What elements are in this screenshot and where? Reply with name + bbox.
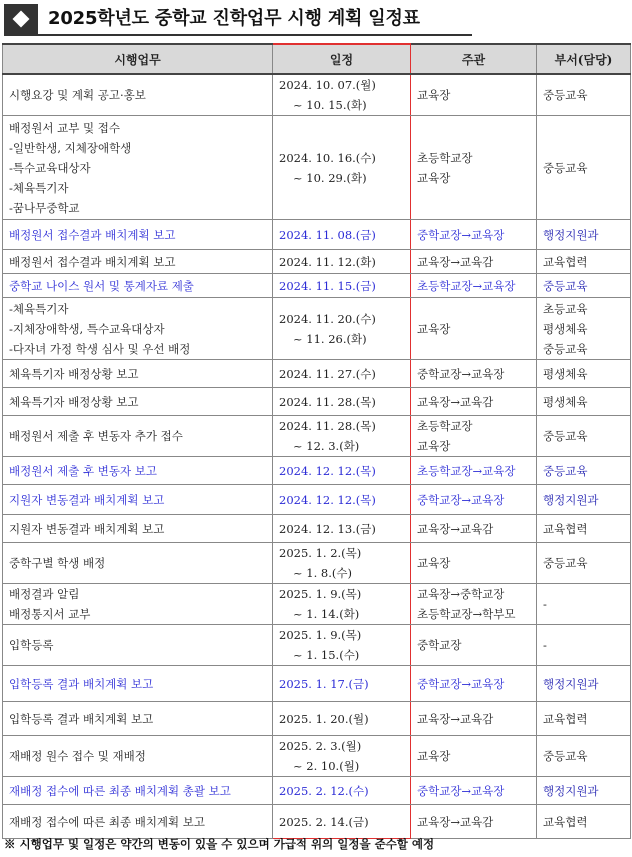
task-cell (3, 250, 273, 274)
table-row (3, 485, 631, 515)
task-cell (3, 274, 273, 298)
org-cell-line: 중학교장→교육장 (417, 492, 505, 507)
dept-cell (537, 515, 631, 543)
task-cell-line: 배정원서 교부 및 접수 (9, 120, 120, 135)
org-cell-line: 교육장 (417, 321, 451, 336)
table-row (3, 666, 631, 702)
date-cell-line: 2025. 1. 17.(금) (279, 676, 369, 691)
date-cell-line: 2024. 11. 20.(수) (279, 311, 376, 326)
dept-cell (537, 298, 631, 360)
schedule-body (3, 74, 631, 839)
dept-cell (537, 625, 631, 666)
org-cell-line: 교육장 (417, 749, 451, 763)
dept-cell (537, 74, 631, 116)
date-cell-line: 2024. 12. 12.(목) (279, 492, 376, 507)
org-cell (411, 74, 537, 116)
dept-cell-line: 중등교육 (543, 160, 588, 175)
task-cell (3, 298, 273, 360)
org-cell-line: 교육장 (417, 170, 451, 185)
table-row (3, 220, 631, 250)
date-cell (273, 736, 411, 777)
task-cell-line: 지원자 변동결과 배치계획 보고 (9, 492, 165, 507)
org-cell (411, 220, 537, 250)
task-cell (3, 74, 273, 116)
date-cell-line: ~ 1. 14.(화) (293, 607, 360, 621)
task-cell-line: 배정통지서 교부 (9, 607, 91, 621)
dept-cell-line: 교육협력 (543, 254, 588, 269)
org-cell (411, 416, 537, 457)
dept-cell-line: 행정지원과 (543, 227, 599, 242)
org-cell-line: 중학교장 (417, 638, 462, 652)
org-cell (411, 736, 537, 777)
task-cell (3, 805, 273, 839)
dept-cell (537, 666, 631, 702)
org-cell (411, 515, 537, 543)
title-diamond-icon (4, 4, 38, 34)
table-row (3, 805, 631, 839)
title-bar (4, 4, 472, 36)
table-header-row (3, 44, 631, 74)
task-cell (3, 485, 273, 515)
org-cell-line: 교육장→교육감 (417, 394, 494, 409)
dept-cell (537, 805, 631, 839)
date-cell-line: 2025. 2. 12.(수) (279, 783, 369, 798)
task-cell-line: 시행요강 및 계획 공고·홍보 (9, 88, 146, 102)
org-cell-line: 교육장 (417, 556, 451, 570)
task-cell-line: 중학구별 학생 배정 (9, 556, 106, 570)
task-cell (3, 584, 273, 625)
table-row (3, 777, 631, 805)
org-cell-line: 중학교장→교육장 (417, 366, 505, 381)
dept-cell-line: 초등교육 (543, 301, 588, 316)
date-cell (273, 515, 411, 543)
dept-cell (537, 388, 631, 416)
org-cell-line: 중학교장→교육장 (417, 783, 505, 798)
date-cell-line: ~ 11. 26.(화) (293, 331, 367, 346)
task-cell-line: -지체장애학생, 특수교육대상자 (9, 321, 165, 336)
date-cell (273, 116, 411, 220)
dept-cell (537, 457, 631, 485)
date-cell (273, 625, 411, 666)
table-row (3, 584, 631, 625)
table-row (3, 625, 631, 666)
task-cell-line: 배정원서 접수결과 배치계획 보고 (9, 227, 176, 242)
dept-cell-line: 행정지원과 (543, 492, 599, 507)
date-cell-line: ~ 1. 8.(수) (293, 566, 352, 580)
task-cell-line: -다자녀 가정 학생 심사 및 우선 배정 (9, 341, 191, 356)
date-cell-line: 2024. 11. 27.(수) (279, 366, 376, 381)
task-cell-line: -체육특기자 (9, 301, 69, 316)
table-row (3, 388, 631, 416)
task-cell-line: 체육특기자 배정상황 보고 (9, 366, 139, 381)
date-cell-line: 2025. 1. 9.(목) (279, 587, 362, 601)
header-task: 시행업무 (3, 44, 273, 74)
footnote: ※ 시행업무 및 일정은 약간의 변동이 있을 수 있으며 가급적 위의 일정을 준수할 예정 (4, 837, 435, 851)
dept-cell (537, 116, 631, 220)
dept-cell (537, 220, 631, 250)
dept-cell-line: 중등교육 (543, 749, 588, 763)
table-row (3, 298, 631, 360)
dept-cell-line: 중등교육 (543, 88, 588, 102)
task-cell (3, 543, 273, 584)
task-cell-line: -특수교육대상자 (9, 160, 91, 175)
task-cell (3, 116, 273, 220)
dept-cell (537, 485, 631, 515)
org-cell (411, 666, 537, 702)
dept-cell-line: 중등교육 (543, 556, 588, 570)
schedule-table (2, 43, 631, 839)
dept-cell (537, 777, 631, 805)
task-cell-line: 배정원서 접수결과 배치계획 보고 (9, 254, 176, 269)
dept-cell-line: 행정지원과 (543, 676, 599, 691)
dept-cell-line: 평생체육 (543, 321, 588, 336)
org-cell-line: 초등학교장→교육장 (417, 278, 516, 293)
org-cell-line: 중학교장→교육장 (417, 676, 505, 691)
task-cell-line: 재배정 접수에 따른 최종 배치계획 보고 (9, 814, 206, 829)
date-cell (273, 388, 411, 416)
org-cell-line: 초등학교장 (417, 419, 473, 433)
org-cell-line: 중학교장→교육장 (417, 227, 505, 242)
date-cell-line: 2025. 1. 20.(월) (279, 711, 369, 726)
task-cell-line: 체육특기자 배정상황 보고 (9, 394, 139, 409)
date-cell-line: 2024. 11. 08.(금) (279, 227, 376, 242)
task-cell (3, 457, 273, 485)
date-cell (273, 702, 411, 736)
task-cell-line: 입학등록 결과 배치계획 보고 (9, 711, 154, 726)
org-cell-line: 교육장 (417, 439, 451, 453)
date-cell-line: 2025. 1. 9.(목) (279, 628, 362, 642)
dept-cell-line: 평생체육 (543, 394, 588, 409)
dept-cell (537, 250, 631, 274)
org-cell-line: 교육장→교육감 (417, 814, 494, 829)
date-cell (273, 805, 411, 839)
table-row (3, 74, 631, 116)
org-cell-line: 교육장→교육감 (417, 711, 494, 726)
date-cell-line: 2024. 11. 28.(목) (279, 419, 376, 433)
date-cell-line: ~ 12. 3.(화) (293, 439, 360, 453)
org-cell (411, 388, 537, 416)
task-cell (3, 736, 273, 777)
org-cell-line: 초등학교장→학부모 (417, 607, 516, 621)
table-row (3, 543, 631, 584)
org-cell (411, 543, 537, 584)
task-cell-line: 배정원서 제출 후 변동자 추가 접수 (9, 429, 183, 443)
task-cell-line: 배정결과 알림 (9, 587, 80, 601)
dept-cell (537, 702, 631, 736)
org-cell (411, 702, 537, 736)
task-cell-line: 중학교 나이스 원서 및 통계자료 제출 (9, 278, 194, 293)
dept-cell (537, 360, 631, 388)
task-cell-line: 재배정 접수에 따른 최종 배치계획 총괄 보고 (9, 783, 231, 798)
date-cell-line: 2024. 10. 16.(수) (279, 150, 376, 165)
dept-cell (537, 416, 631, 457)
date-cell (273, 416, 411, 457)
org-cell (411, 584, 537, 625)
page-title: 2025학년도 중학교 진학업무 시행 계획 일정표 (48, 8, 420, 29)
dept-cell-line: 교육협력 (543, 814, 588, 829)
org-cell-line: 교육장→교육감 (417, 254, 494, 269)
dept-cell-line: - (543, 597, 547, 611)
task-cell-line: 재배정 원수 접수 및 재배정 (9, 749, 146, 763)
org-cell (411, 116, 537, 220)
date-cell-line: 2024. 11. 15.(금) (279, 278, 376, 293)
org-cell (411, 360, 537, 388)
task-cell-line: -꿈나무중학교 (9, 200, 80, 215)
task-cell (3, 625, 273, 666)
header-date: 일정 (273, 44, 411, 74)
task-cell (3, 220, 273, 250)
table-row (3, 736, 631, 777)
org-cell-line: 교육장→중학교장 (417, 587, 505, 601)
header-dept: 부서(담당) (537, 44, 631, 74)
org-cell (411, 625, 537, 666)
task-cell (3, 666, 273, 702)
task-cell-line: 입학등록 (9, 638, 54, 652)
task-cell (3, 702, 273, 736)
org-cell-line: 교육장 (417, 88, 451, 102)
task-cell (3, 360, 273, 388)
dept-cell (537, 543, 631, 584)
date-cell (273, 360, 411, 388)
task-cell-line: 배정원서 제출 후 변동자 보고 (9, 463, 157, 478)
org-cell (411, 777, 537, 805)
date-cell-line: 2024. 11. 28.(목) (279, 394, 376, 409)
task-cell (3, 416, 273, 457)
dept-cell (537, 584, 631, 625)
date-cell (273, 543, 411, 584)
date-cell (273, 457, 411, 485)
dept-cell-line: - (543, 638, 547, 652)
date-cell-line: 2024. 11. 12.(화) (279, 254, 376, 269)
date-cell (273, 274, 411, 298)
org-cell (411, 457, 537, 485)
task-cell-line: 지원자 변동결과 배치계획 보고 (9, 521, 165, 536)
header-org: 주관 (411, 44, 537, 74)
task-cell-line: 입학등록 결과 배치계획 보고 (9, 676, 154, 691)
date-cell-line: 2025. 2. 14.(금) (279, 814, 369, 829)
task-cell (3, 388, 273, 416)
date-cell-line: ~ 10. 29.(화) (293, 170, 367, 185)
task-cell (3, 777, 273, 805)
dept-cell-line: 중등교육 (543, 341, 588, 356)
task-cell (3, 515, 273, 543)
dept-cell-line: 중등교육 (543, 429, 588, 443)
date-cell-line: ~ 10. 15.(화) (293, 98, 367, 112)
dept-cell-line: 평생체육 (543, 366, 588, 381)
table-row (3, 274, 631, 298)
org-cell (411, 274, 537, 298)
date-cell (273, 485, 411, 515)
org-cell (411, 250, 537, 274)
org-cell-line: 교육장→교육감 (417, 521, 494, 536)
date-cell (273, 584, 411, 625)
org-cell (411, 485, 537, 515)
date-cell-line: 2024. 12. 12.(목) (279, 463, 376, 478)
org-cell-line: 초등학교장→교육장 (417, 463, 516, 478)
dept-cell-line: 교육협력 (543, 711, 588, 726)
table-row (3, 515, 631, 543)
date-cell-line: 2024. 10. 07.(월) (279, 78, 376, 92)
table-row (3, 250, 631, 274)
date-cell (273, 250, 411, 274)
task-cell-line: -체육특기자 (9, 180, 69, 195)
table-row (3, 416, 631, 457)
date-cell (273, 220, 411, 250)
org-cell (411, 805, 537, 839)
date-cell-line: 2025. 2. 3.(월) (279, 739, 362, 753)
dept-cell (537, 736, 631, 777)
date-cell-line: 2024. 12. 13.(금) (279, 521, 376, 536)
date-cell-line: 2025. 1. 2.(목) (279, 546, 362, 560)
dept-cell-line: 행정지원과 (543, 783, 599, 798)
date-cell-line: ~ 2. 10.(월) (293, 759, 360, 773)
date-cell (273, 74, 411, 116)
date-cell (273, 666, 411, 702)
dept-cell-line: 중등교육 (543, 463, 588, 478)
table-row (3, 360, 631, 388)
table-row (3, 116, 631, 220)
date-cell-line: ~ 1. 15.(수) (293, 648, 360, 662)
table-row (3, 702, 631, 736)
task-cell-line: -일반학생, 지체장애학생 (9, 140, 132, 155)
org-cell-line: 초등학교장 (417, 150, 473, 165)
dept-cell-line: 교육협력 (543, 521, 588, 536)
date-cell (273, 298, 411, 360)
table-row (3, 457, 631, 485)
date-cell (273, 777, 411, 805)
org-cell (411, 298, 537, 360)
dept-cell-line: 중등교육 (543, 278, 588, 293)
dept-cell (537, 274, 631, 298)
